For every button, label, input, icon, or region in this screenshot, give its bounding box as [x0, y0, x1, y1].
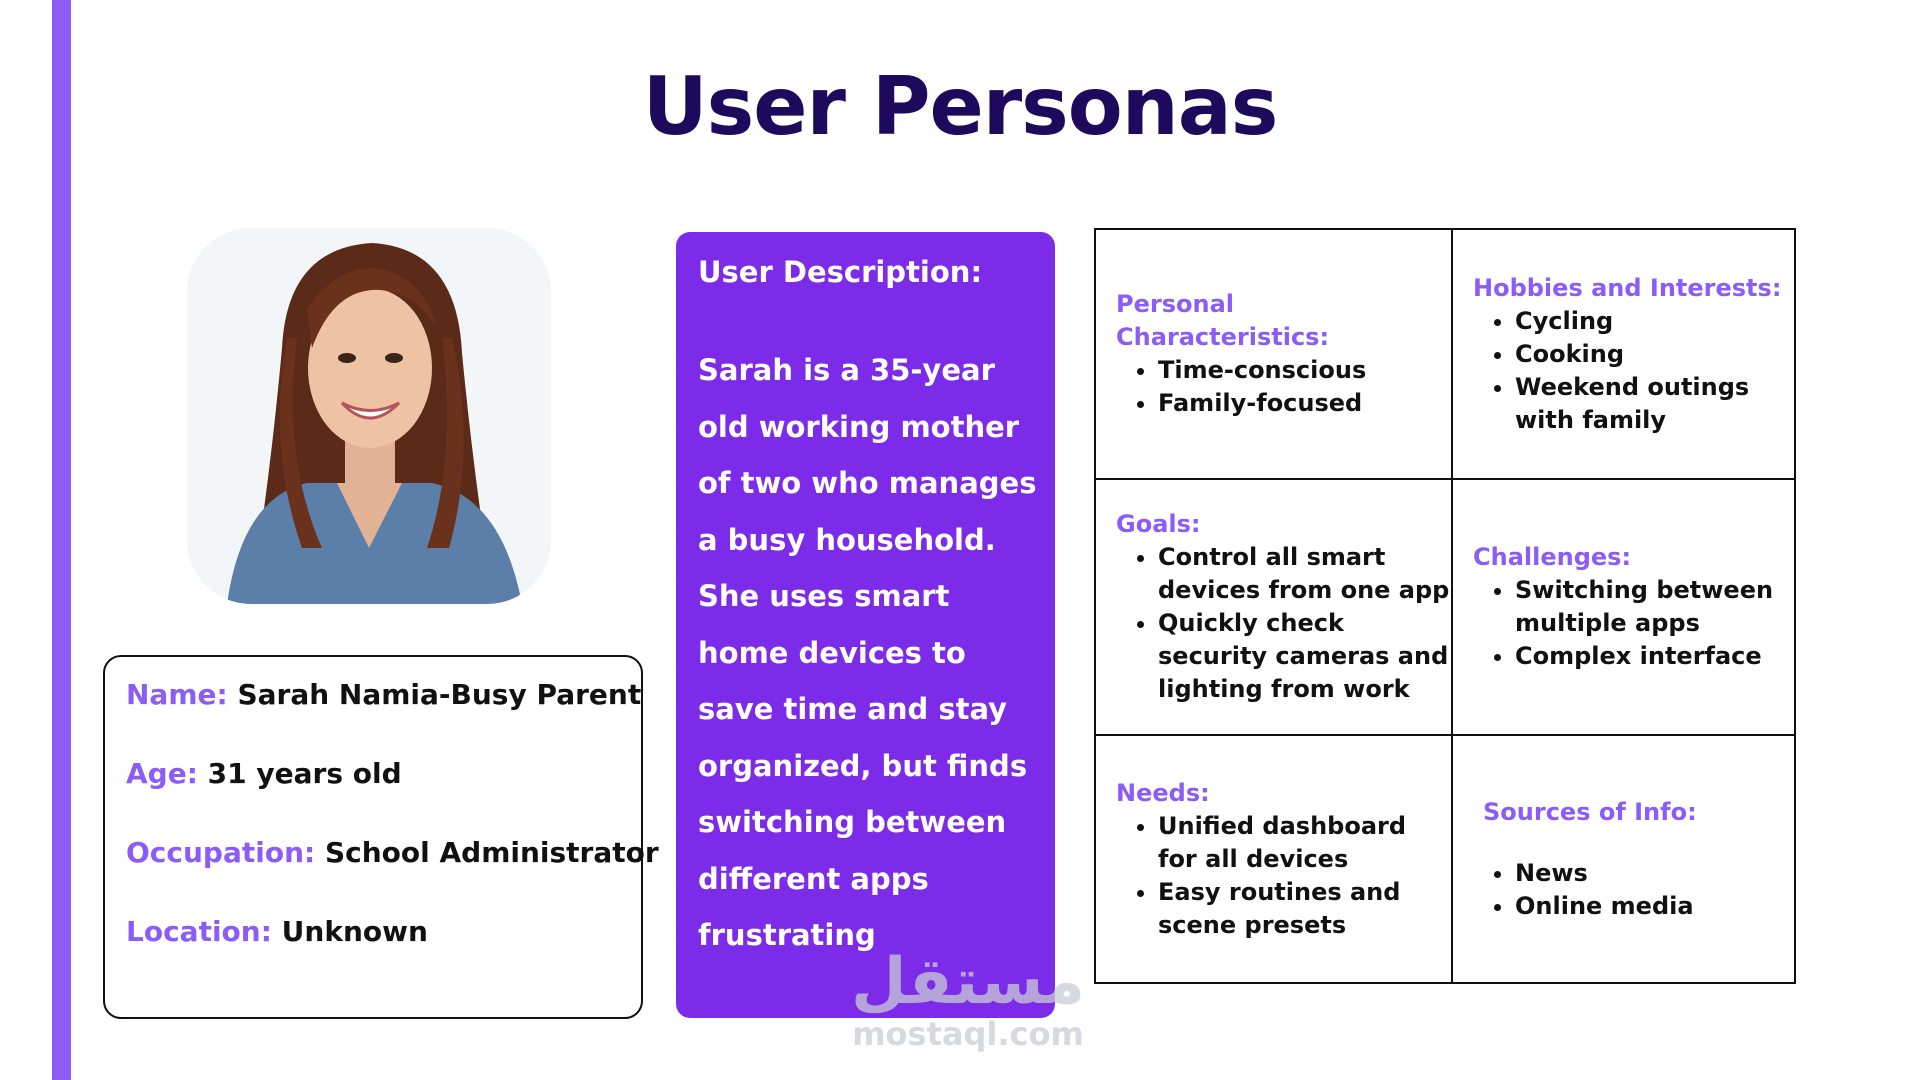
occupation-row — [126, 833, 659, 873]
sources-of-info-heading: Sources of Info: — [1483, 797, 1697, 826]
occupation-value: School Administrator — [324, 836, 659, 869]
name-row — [126, 675, 641, 715]
location-row — [126, 912, 641, 952]
challenges-heading: Challenges: — [1473, 543, 1632, 571]
personal-characteristics-cell — [1096, 230, 1453, 480]
left-accent-bar — [52, 0, 71, 1080]
personal-characteristics-heading: Personal Characteristics: — [1116, 290, 1330, 351]
goals-cell — [1096, 480, 1453, 736]
mostaql-watermark — [848, 945, 1088, 1054]
needs-heading: Needs: — [1116, 778, 1210, 807]
watermark-text: mostaql.com — [852, 1015, 1084, 1053]
persona-photo — [187, 228, 551, 604]
list-item: • Quickly check security cameras and lighting from work — [1158, 607, 1451, 706]
list-item: • Weekend outings with family — [1515, 371, 1796, 437]
goals-heading: Goals: — [1116, 510, 1201, 538]
name-value: Sarah Namia-Busy Parent — [237, 678, 642, 711]
list-item: • Switching between multiple apps — [1515, 574, 1796, 640]
woman-portrait-icon — [187, 228, 551, 604]
list-item: • News — [1515, 857, 1796, 890]
list-item: • Online media — [1515, 890, 1796, 923]
sources-of-info-list — [1483, 857, 1796, 923]
list-item: • Cooking — [1515, 338, 1796, 371]
list-item: • Cycling — [1515, 305, 1796, 338]
age-row — [126, 754, 641, 794]
user-description-card — [676, 232, 1055, 1018]
needs-list — [1116, 810, 1451, 942]
persona-attributes-grid — [1094, 228, 1796, 984]
needs-cell — [1096, 736, 1453, 982]
description-text: Sarah is a 35-year old working mother of two who manages a busy household. She uses smart home devices to save time and stay organized, but finds switching between different apps frustrating — [698, 353, 1037, 952]
description-heading: User Description: — [698, 255, 983, 289]
list-item: • Complex interface — [1515, 640, 1796, 673]
occupation-label: Occupation: — [126, 836, 316, 869]
challenges-list — [1473, 574, 1796, 673]
list-item: • Unified dashboard for all devices — [1158, 810, 1451, 876]
location-label: Location: — [126, 915, 272, 948]
age-label: Age: — [126, 757, 198, 790]
list-item: • Family-focused — [1158, 387, 1451, 420]
goals-list — [1116, 541, 1451, 706]
list-item: • Control all smart devices from one app — [1158, 541, 1451, 607]
persona-info-card — [103, 655, 659, 1019]
watermark-logo: مستقل — [850, 945, 1086, 1019]
age-value: 31 years old — [207, 757, 402, 790]
hobbies-list — [1473, 305, 1796, 437]
sources-of-info-cell — [1453, 736, 1796, 982]
list-item: • Easy routines and scene presets — [1158, 876, 1451, 942]
challenges-cell — [1453, 480, 1796, 736]
hobbies-cell — [1453, 230, 1796, 480]
page-title: User Personas — [642, 60, 1278, 153]
list-item: • Time-conscious — [1158, 354, 1451, 387]
hobbies-heading: Hobbies and Interests: — [1473, 273, 1782, 302]
personal-characteristics-list — [1116, 354, 1451, 420]
name-label: Name: — [126, 678, 228, 711]
location-value: Unknown — [281, 915, 428, 948]
